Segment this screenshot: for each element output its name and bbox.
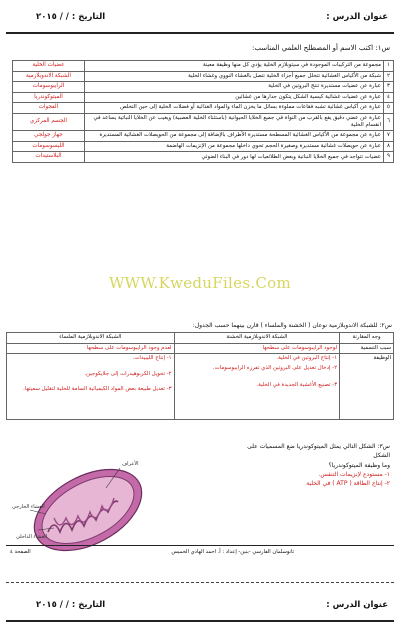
table-row <box>13 131 394 142</box>
header-rule <box>6 32 394 34</box>
row-definition: عبارة عن عضيات مستديرة تنتج البروتين في الخلية <box>84 82 383 93</box>
row-number: ٧ <box>384 131 394 142</box>
table-header-cell: وجه المقارنة <box>340 333 394 344</box>
function-rough <box>174 354 340 420</box>
row-answer: الرايبوسومات <box>13 82 85 93</box>
answer-line: ١- مستودع لإنزيمات التنفس. <box>318 470 390 478</box>
footer-rule <box>6 545 394 546</box>
row-definition: مجموعة من التركيبات الموجودة في سيتوبلازم الخلية يؤدي كل منها وظيفة معينة <box>84 61 383 72</box>
table-row <box>13 141 394 152</box>
row-answer: جهاز جولجي <box>13 131 85 142</box>
naming-rough: لوجود الرايبوسومات على سطحها <box>174 343 340 354</box>
row-number: ٨ <box>384 141 394 152</box>
date-label: التاريخ : / / ٢٠١٥ <box>36 600 106 610</box>
list-item: ١- إنتاج البروتين في الخلية. <box>276 355 338 362</box>
table-row <box>13 61 394 72</box>
naming-label: سبب التسمية <box>340 343 394 354</box>
list-item: ٣- تصنيع الأغشية الجديدة في الخلية. <box>256 382 338 389</box>
table-row <box>13 152 394 163</box>
row-definition: عبارة عن حويصلات غشائية مستديرة وصغيرة الحجم تحوي داخلها مجموعة من الإنزيمات الهاضمة <box>84 141 383 152</box>
header-rule <box>6 620 394 622</box>
diagram-label-cristae: الأعراف <box>122 461 139 467</box>
table-row <box>13 92 394 103</box>
list-item: ٣- تعديل طبيعة بعض المواد الكيميائية السامة للخلية لتقليل سميتها. <box>23 386 172 393</box>
question-3-sub: وما وظيفة الميتوكوندريا؟ <box>328 461 390 469</box>
next-page-header <box>6 596 394 618</box>
lesson-title-label: عنوان الدرس : <box>326 600 388 610</box>
table-header-row <box>7 333 394 344</box>
table-row <box>7 354 394 420</box>
page-header <box>6 8 394 30</box>
row-answer: الشبكة الاندوبلازمية <box>13 71 85 82</box>
footer-author: ثانوسلمان الفارسي -بنين- إعداد : أ. احمد الهادي الخميس <box>171 549 294 555</box>
answer-line: ٢- إنتاج الطاقة ( ATP ) في الخلية <box>306 480 390 488</box>
page-number: الصفحة ٤ <box>10 549 31 555</box>
list-item: ١- إنتاج الليبيدات. <box>132 355 172 362</box>
row-number: ٩ <box>384 152 394 163</box>
diagram-label-inner-membrane: الغشاء الداخلي <box>16 534 48 540</box>
comparison-table <box>6 332 394 420</box>
diagram-label-outer-membrane: الغشاء الخارجي <box>12 504 45 510</box>
question-1-table <box>12 60 394 163</box>
list-item: ٢- إدخال تعديل على البروتين الذي تفرزه الرايبوسومات. <box>212 364 338 371</box>
question-1-title: س١: اكتب الاسم أو المصطلح العلمي المناسب: <box>252 44 390 52</box>
row-number: ٤ <box>384 92 394 103</box>
row-number: ٦ <box>384 113 394 131</box>
naming-smooth: لعدم وجود الرايبوسومات على سطحها <box>7 343 175 354</box>
row-answer: عضيات الخلية <box>13 61 85 72</box>
page-footer <box>6 549 394 559</box>
row-number: ٢ <box>384 71 394 82</box>
date-label: التاريخ : / / ٢٠١٥ <box>36 12 106 22</box>
table-header-cell: الشبكة الاندوبلازمية الملساء <box>7 333 175 344</box>
row-number: ٣ <box>384 82 394 93</box>
row-definition: عضيات تتواجد في جميع الخلايا النباتية وبعض الطلائعيات لها دور في البناء الضوئي <box>84 152 383 163</box>
row-number: ٥ <box>384 103 394 114</box>
row-answer: البلاستيدات <box>13 152 85 163</box>
mitochondrion-diagram <box>10 448 160 560</box>
lesson-title-label: عنوان الدرس : <box>326 12 388 22</box>
question-3 <box>230 442 390 488</box>
row-answer: الميتوكوندريا <box>13 92 85 103</box>
table-row <box>13 113 394 131</box>
question-2-title: س٢: للشبكة الاندوبلازمية نوعان ( الخشنة والملساء ) قارن بينهما حسب الجدول: <box>192 322 392 329</box>
function-label: الوظيفة <box>340 354 394 420</box>
row-answer: الجسم المركزي <box>13 113 85 131</box>
row-definition: شبكة من الأكياس الغشائية تتخلل جميع أجزاء الخلية تتصل بالغشاء النووي وغشاء الخلية <box>84 71 383 82</box>
table-row <box>13 82 394 93</box>
list-item: ٢- تحويل الكربوهيدرات إلى جلايكوجين. <box>84 370 172 377</box>
table-row <box>13 103 394 114</box>
question-3-text: س٣: الشكل التالي يمثل الميتوكوندريا ضع المسميات على الشكل <box>247 443 390 460</box>
table-row <box>13 71 394 82</box>
row-definition: عبارة عن عضي دقيق يقع بالقرب من النواة في جميع الخلايا الحيوانية (باستثناء الخلية العصبية) ويغيب عن الخلايا النباتية يساعد في انقسام الخلية <box>84 113 383 131</box>
watermark-text: WWW.KweduFiles.Com <box>108 274 292 292</box>
row-answer: الفجوات <box>13 103 85 114</box>
row-definition: عبارة عن عضيات غشائية كيسية الشكل يتكون جدارها من غشائين <box>84 92 383 103</box>
page-separator <box>6 582 394 583</box>
table-header-cell: الشبكة الاندوبلازمية الخشنة <box>174 333 340 344</box>
row-definition: عبارة عن أكياس غشائية تشبه فقاعات مملوءة بسائل ما يخزن الماء والمواد الغذائية أو فضلات الخلية إلى حين التخلص <box>84 103 383 114</box>
row-definition: عبارة عن مجموعة من الأكياس الغشائية المسطحة مستديرة الأطراف بالإضافة إلى مجموعة من الحويصلات الغشائية المستديرة <box>84 131 383 142</box>
function-smooth <box>7 354 175 420</box>
row-answer: الليسوسومات <box>13 141 85 152</box>
row-number: ١ <box>384 61 394 72</box>
table-row <box>7 343 394 354</box>
